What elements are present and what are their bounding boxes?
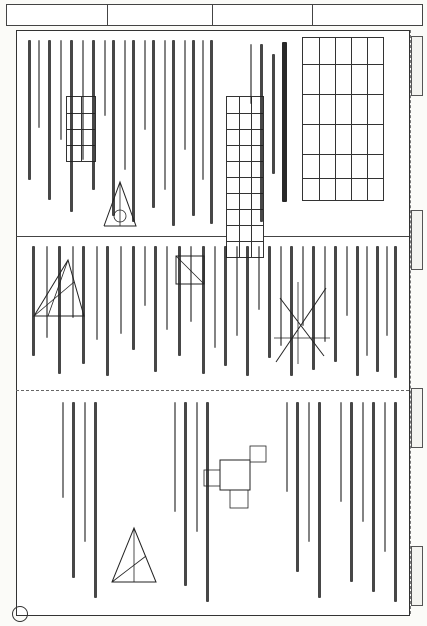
info-field[interactable] [212,5,313,25]
side-tab [411,546,423,606]
coordinate-figure [268,278,334,368]
geometry-figure [170,250,210,292]
info-field[interactable] [312,5,423,25]
side-tab [411,36,423,96]
geometry-figure [98,176,142,232]
margin-column [410,30,423,614]
geometry-figure [28,252,90,322]
student-info-strip [6,4,423,26]
side-tab [411,388,423,448]
geometry-figure [200,440,270,514]
page-number [12,606,28,622]
score-table [302,37,384,201]
section-divider [16,390,409,391]
info-field[interactable] [7,5,107,25]
section-divider [16,236,409,237]
info-field[interactable] [107,5,213,25]
side-tab [411,210,423,270]
question-block-top [20,34,300,232]
geometry-figure [104,520,164,590]
